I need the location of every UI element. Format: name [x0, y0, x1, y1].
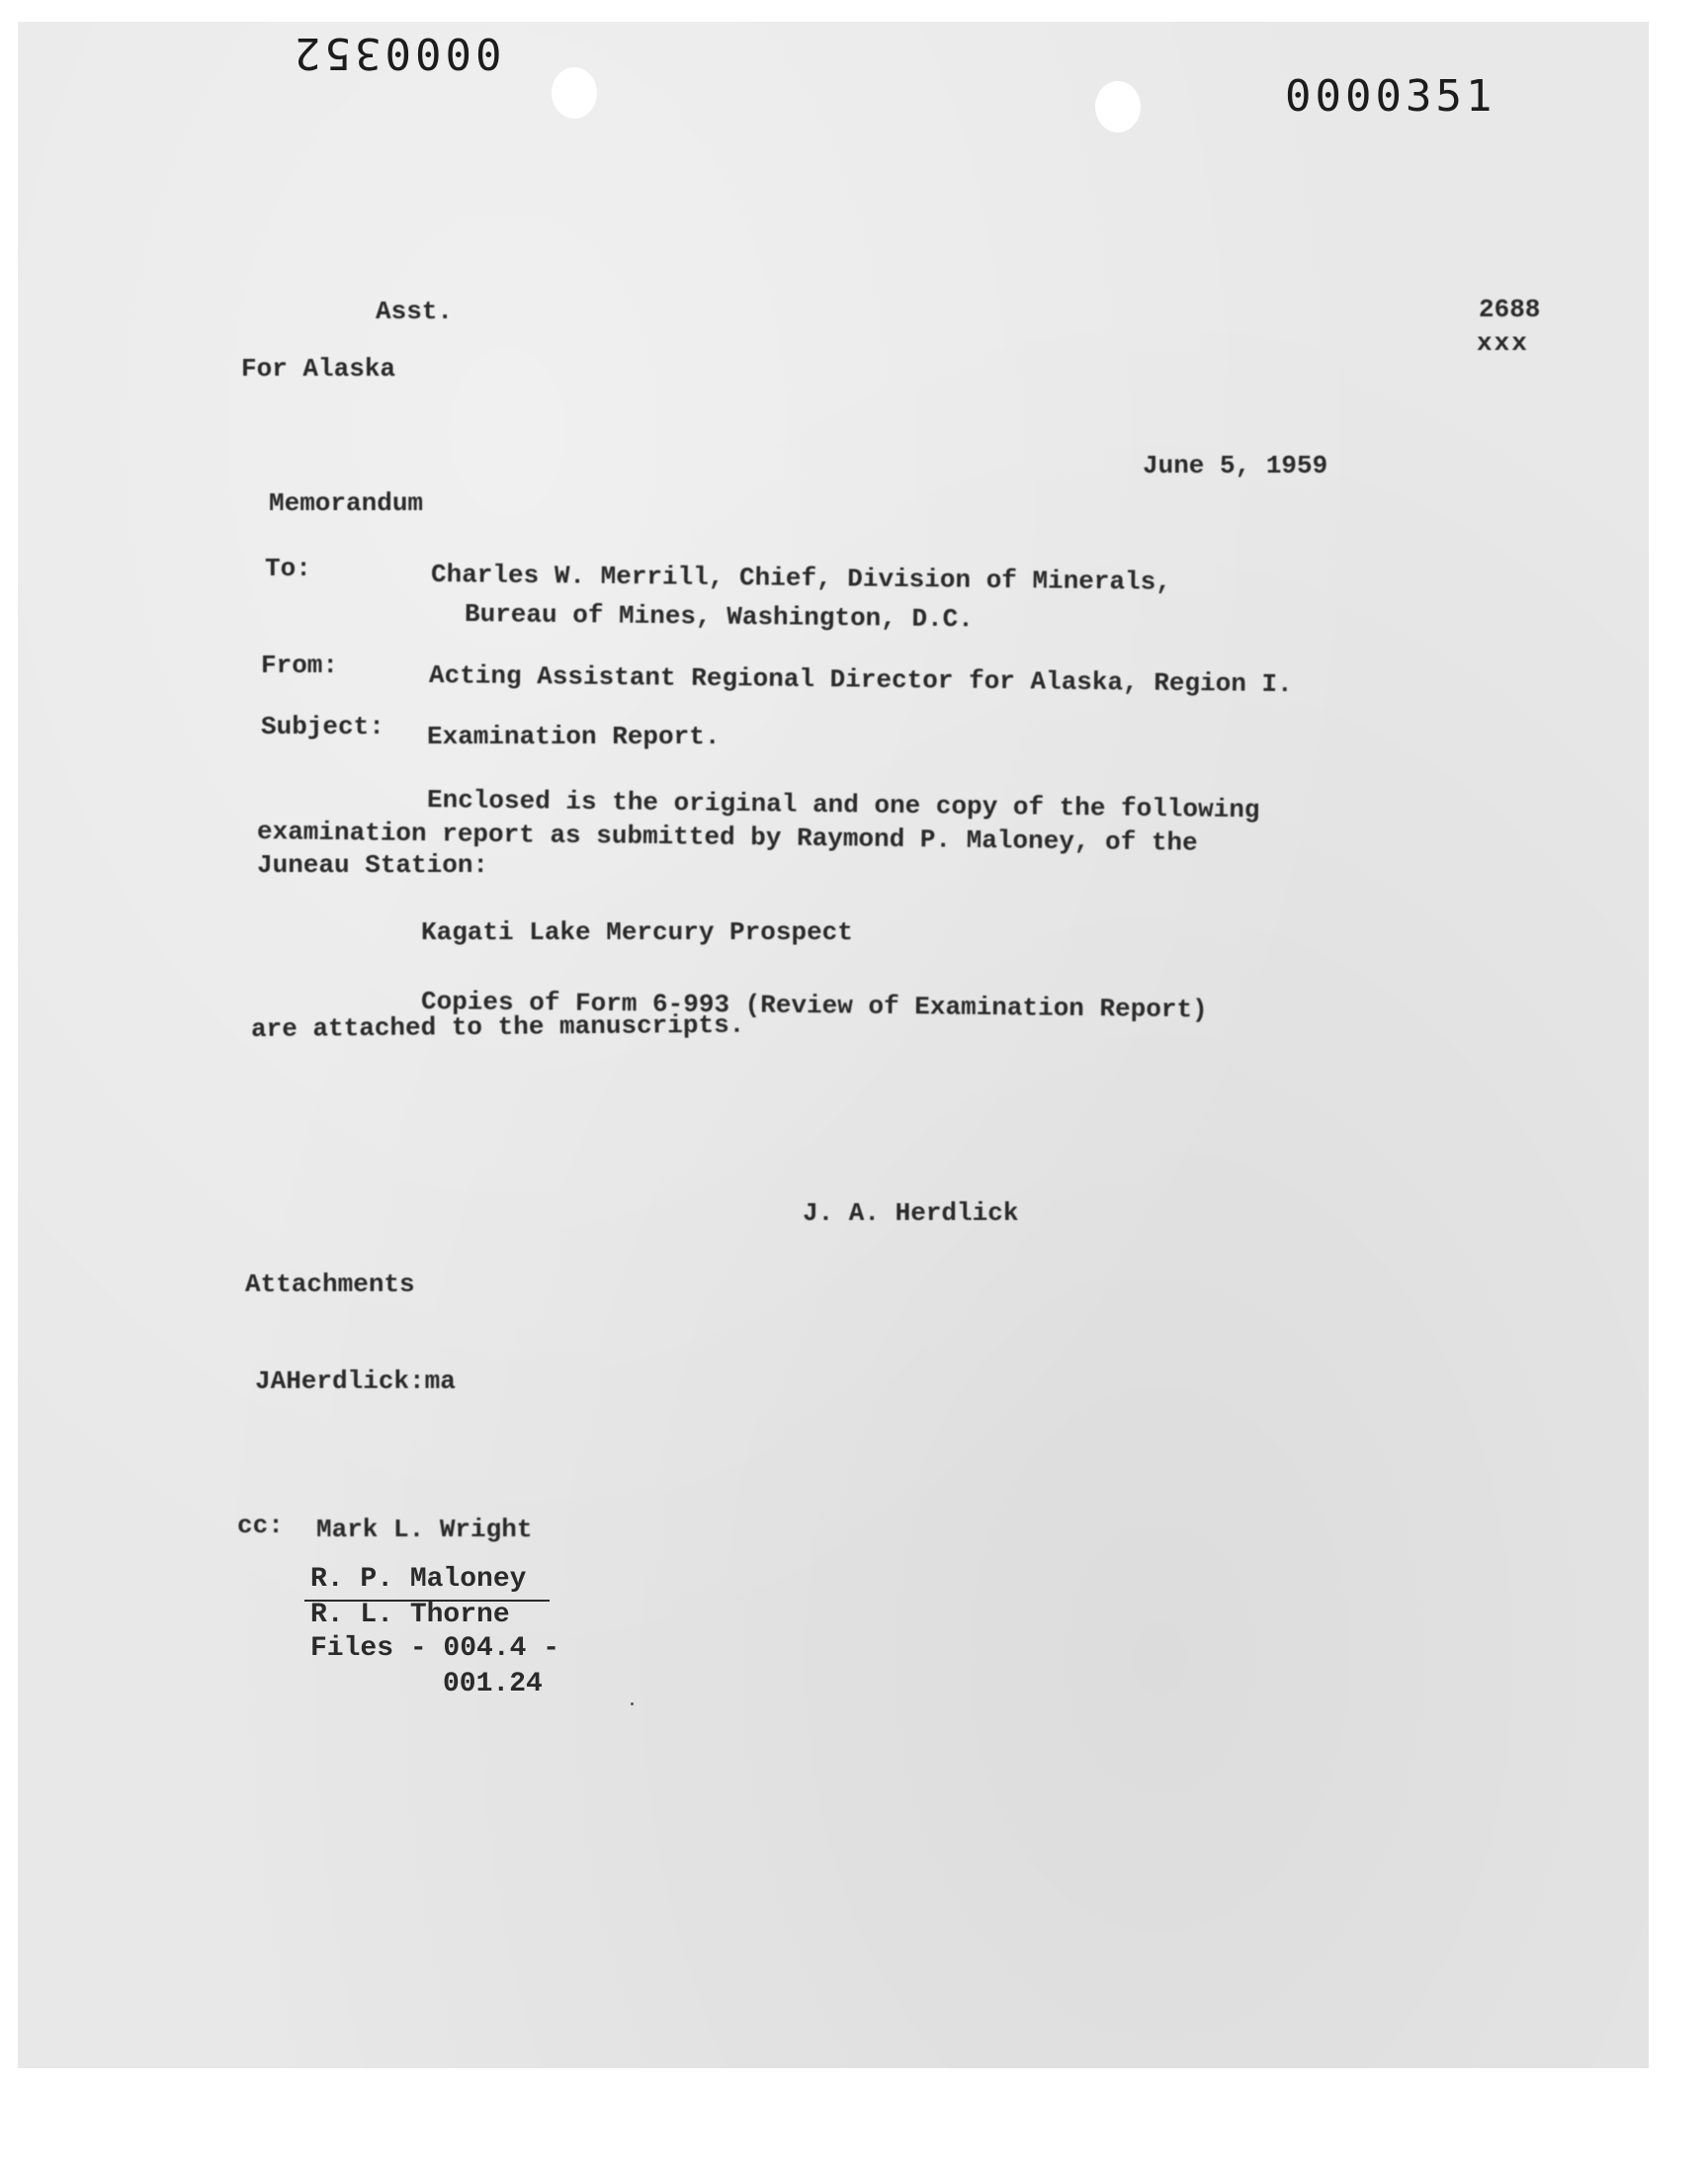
- cc-recipient-3: R. L. Thorne: [310, 1600, 510, 1630]
- punch-hole-right: [1095, 81, 1141, 132]
- report-title: Kagati Lake Mercury Prospect: [421, 917, 853, 947]
- body-para1-line3: Juneau Station:: [257, 850, 489, 880]
- typist-initials: JAHerdlick:ma: [255, 1366, 456, 1396]
- code-number: 2688: [1479, 295, 1541, 324]
- files-line-2: 001.24: [443, 1669, 543, 1699]
- memo-date: June 5, 1959: [1143, 451, 1328, 480]
- cc-label: cc:: [237, 1511, 284, 1540]
- to-line-1: Charles W. Merrill, Chief, Division of Minerals,: [430, 560, 1172, 597]
- files-line-1: Files - 004.4 -: [310, 1633, 560, 1664]
- memo-page: [18, 22, 1649, 2068]
- memo-type: Memorandum: [269, 488, 424, 518]
- code-mark: xxx: [1477, 328, 1529, 358]
- inverted-page-stamp: 0000352: [291, 28, 502, 78]
- to-label: To:: [265, 554, 311, 583]
- from-label: From:: [261, 651, 339, 680]
- cc-recipient-2: R. P. Maloney: [310, 1564, 527, 1595]
- subject-label: Subject:: [261, 712, 384, 741]
- to-line-2: Bureau of Mines, Washington, D.C.: [464, 599, 975, 635]
- subject-value: Examination Report.: [427, 722, 721, 751]
- signature-name: J. A. Herdlick: [803, 1198, 1019, 1228]
- from-value: Acting Assistant Regional Director for Alaska, Region I.: [428, 660, 1293, 700]
- body-para1-line1: Enclosed is the original and one copy of the following: [426, 785, 1260, 826]
- office-abbrev: Asst.: [376, 297, 454, 326]
- attachments-label: Attachments: [245, 1269, 415, 1299]
- office-region: For Alaska: [241, 354, 396, 384]
- body-para2-line2: are attached to the manuscripts.: [250, 1009, 745, 1044]
- body-para2-line1: Copies of Form 6-993 (Review of Examination Report): [420, 987, 1208, 1025]
- page-number-stamp: 0000351: [1285, 71, 1496, 122]
- punch-hole-left: [552, 67, 597, 119]
- stray-mark: [631, 1702, 634, 1705]
- body-para1-line2: examination report as submitted by Raymond P. Maloney, of the: [256, 817, 1198, 858]
- cc-recipient-1: Mark L. Wright: [316, 1515, 533, 1544]
